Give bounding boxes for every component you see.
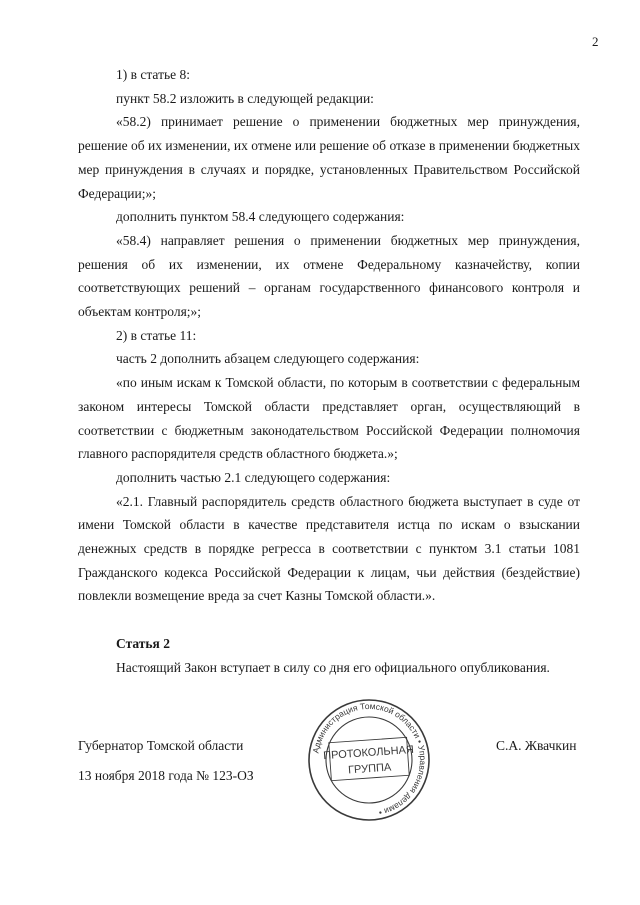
signatory-title: Губернатор Томской области (78, 738, 244, 753)
signatory-name: С.А. Жвачкин (496, 738, 577, 753)
paragraph: «2.1. Главный распорядитель средств областного бюджета выступает в суде от имени Томской области в качестве представителя истца по искам о взыскании денежных средств в порядке регресса в соответствии с пунктом 3.1 статьи 1081 Гражданского кодекса Российской Федерации к лицам, чьи действия (бездействие) повлекли возмещение вреда за счет Казны Томской области.». (78, 493, 580, 604)
stamp-center-line1: ПРОТОКОЛЬНАЯ (322, 743, 415, 763)
paragraph: 2) в статье 11: (116, 327, 197, 343)
article-text: Настоящий Закон вступает в силу со дня его официального опубликования. (116, 660, 550, 675)
article-heading: Статья 2 (116, 636, 170, 651)
paragraph: «58.4) направляет решения о применении бюджетных мер принуждения, решения об их изменении, их отмене Федеральному казначейству, копии соответствующих решений – органам государственного финансового контроля и объектам контроля;»; (78, 232, 580, 320)
stamp-ring-text: Администрация Томской области • Управления делами • (310, 700, 429, 818)
paragraph: дополнить частью 2.1 следующего содержания: (116, 469, 391, 485)
paragraph: 1) в статье 8: (116, 67, 190, 82)
paragraph: пункт 58.2 изложить в следующей редакции: (116, 90, 374, 106)
paragraph: «по иным искам к Томской области, по которым в соответствии с федеральным законом интересы Томской области представляет орган, осуществляющий в соответствии с бюджетным законодательством Российской Федерации полномочия главного распорядителя средств областного бюджета.»; (78, 375, 580, 462)
document-body (78, 63, 580, 608)
paragraph: часть 2 дополнить абзацем следующего содержания: (116, 351, 420, 367)
official-stamp (306, 697, 432, 823)
page-number: 2 (592, 34, 599, 49)
paragraph: дополнить пунктом 58.4 следующего содержания: (116, 209, 405, 225)
law-date-number: 13 ноября 2018 года № 123-ОЗ (78, 768, 254, 783)
paragraph: «58.2) принимает решение о применении бюджетных мер принуждения, решение об их изменении, их отмене или решение об отказе в применении бюджетных мер принуждения в случаях и порядке, установленных Правительством Российской Федерации;»; (78, 114, 580, 201)
stamp-center-line2: ГРУППА (347, 761, 392, 777)
